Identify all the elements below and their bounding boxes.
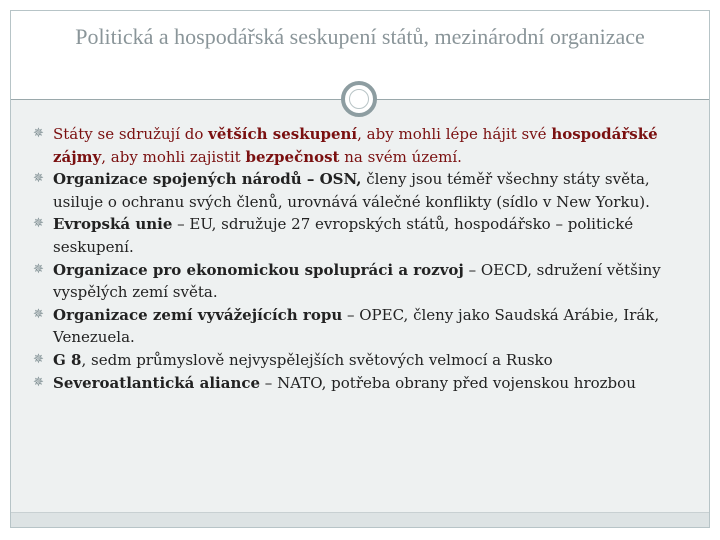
ring-ornament-icon	[341, 81, 377, 117]
bullet-text-segment: – OPEC, členy jako Saudská Arábie, Irák, Venezuela.	[53, 305, 660, 347]
bullet-text-segment: Státy se sdružují do	[53, 125, 209, 143]
bullet-text-segment: G 8	[53, 350, 82, 369]
bullet-text-segment: , sedm průmyslově nejvyspělejších světových velmocí a Rusko	[81, 350, 553, 369]
slide-frame	[10, 10, 710, 528]
bullet-text-segment: na svém území.	[339, 147, 462, 166]
bullet-item	[11, 213, 709, 258]
bullet-text-segment: Evropská unie	[53, 215, 173, 234]
bullet-text-segment: Severoatlantická aliance	[53, 373, 261, 392]
bullet-text-segment: Organizace pro ekonomickou spolupráci a rozvoj	[53, 260, 464, 279]
bullet-item	[11, 372, 709, 395]
bullet-list	[11, 123, 709, 394]
bottom-band	[11, 512, 709, 527]
bullet-item	[11, 304, 709, 349]
bullet-text-segment: – EU, sdružuje 27 evropských států, hospodářsko – politické seskupení.	[53, 215, 634, 256]
bullet-text-segment: bezpečnost	[245, 147, 340, 166]
star-bullet-icon: ✵	[33, 261, 44, 277]
star-bullet-icon: ✵	[33, 306, 44, 322]
bullet-text-segment: Organizace zemí vyvážejících ropu	[53, 305, 343, 324]
bullet-text-segment: , aby mohli lépe hájit své	[357, 125, 552, 143]
bullet-text-segment: Organizace spojených národů – OSN,	[53, 170, 362, 189]
bullet-text-segment: členy jsou téměř všechny státy světa, usiluje o ochranu svých členů, urovnává válečné konflikty (sídlo v New Yorku).	[53, 170, 650, 211]
bullet-item	[11, 168, 709, 213]
bullet-text-segment: – NATO, potřeba obrany před vojenskou hrozbou	[260, 373, 636, 392]
bullet-text-segment: větších seskupení	[208, 125, 358, 143]
bullet-text-segment: , aby mohli zajistit	[101, 147, 246, 166]
bullet-text-segment: hospodářské zájmy	[53, 125, 658, 166]
slide-title: Politická a hospodářská seskupení států, mezinárodní organizace	[75, 24, 645, 49]
star-bullet-icon: ✵	[33, 171, 44, 187]
bullet-text-segment: – OECD, sdružení většiny vyspělých zemí světa.	[53, 260, 661, 302]
bullet-item	[11, 349, 709, 372]
bullet-item	[11, 123, 709, 168]
star-bullet-icon: ✵	[33, 216, 44, 232]
star-bullet-icon: ✵	[33, 126, 44, 141]
star-bullet-icon: ✵	[33, 374, 44, 390]
star-bullet-icon: ✵	[33, 351, 44, 367]
bullet-item	[11, 259, 709, 304]
